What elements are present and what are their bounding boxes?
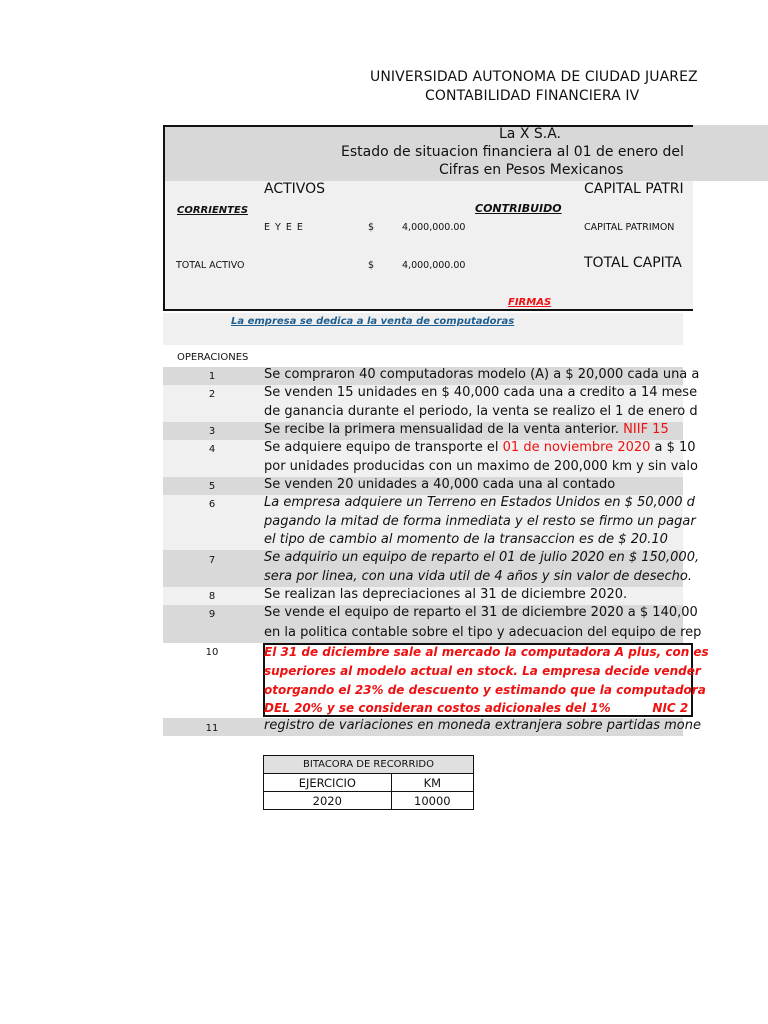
op-text-10c: otorgando el 23% de descuento y estimando que la computadora: [264, 683, 706, 697]
op-num: 7: [208, 555, 216, 566]
niif-15-ref: NIIF 15: [623, 422, 669, 437]
firmas-label: FIRMAS: [508, 297, 552, 308]
total-currency: $: [368, 260, 375, 271]
op-text-11: registro de variaciones en moneda extranjera sobre partidas mone: [264, 718, 701, 733]
currency-subtitle: Cifras en Pesos Mexicanos: [439, 162, 624, 178]
op-num: 1: [208, 371, 216, 382]
bitacora-col-km: KM: [391, 774, 473, 792]
op-text-7a: Se adquirio un equipo de reparto el 01 de julio 2020 en $ 150,000,: [264, 550, 700, 565]
op-text-10b: superiores al modelo actual en stock. La empresa decide vender: [264, 664, 701, 678]
op-num: 2: [208, 389, 216, 400]
op-text-2b: de ganancia durante el periodo, la venta se realizo el 1 de enero d: [264, 404, 698, 419]
eyee-amount: 4,000,000.00: [402, 222, 466, 233]
op-num: 11: [205, 723, 219, 734]
eyee-label: E Y E E: [264, 222, 304, 233]
activos-heading: ACTIVOS: [264, 181, 326, 197]
op-text-10d: DEL 20% y se consideran costos adicionales del 1% NIC 2: [264, 701, 689, 715]
op-num: 4: [208, 444, 216, 455]
bitacora-title: BITACORA DE RECORRIDO: [264, 756, 474, 774]
total-activo-label: TOTAL ACTIVO: [176, 260, 245, 271]
company-note: La empresa se dedica a la venta de computadoras: [231, 316, 515, 327]
course-title: CONTABILIDAD FINANCIERA IV: [425, 88, 640, 104]
operaciones-label: OPERACIONES: [177, 352, 249, 363]
date-highlight: 01 de noviembre 2020: [502, 440, 651, 455]
op-text-4b: por unidades producidas con un maximo de 200,000 km y sin valo: [264, 459, 698, 474]
bitacora-col-ejercicio: EJERCICIO: [264, 774, 392, 792]
op-num: 9: [208, 609, 216, 620]
capital-heading: CAPITAL PATRI: [584, 181, 684, 197]
op-text-2a: Se venden 15 unidades en $ 40,000 cada una a credito a 14 mese: [264, 385, 698, 400]
op-text-6c: el tipo de cambio al momento de la transaccion es de $ 20.10: [264, 532, 668, 547]
op-text-6a: La empresa adquiere un Terreno en Estados Unidos en $ 50,000 d: [264, 495, 695, 510]
contribuido-label: CONTRIBUIDO: [475, 202, 562, 215]
grey-band-right: [683, 125, 768, 181]
bitacora-table: [263, 755, 474, 810]
op-text-3: Se recibe la primera mensualidad de la venta anterior. NIIF 15: [264, 422, 669, 437]
op-num: 6: [208, 499, 216, 510]
company-name: La X S.A.: [499, 126, 561, 142]
corrientes-label: CORRIENTES: [177, 205, 249, 216]
eyee-currency: $: [368, 222, 375, 233]
university-title: UNIVERSIDAD AUTONOMA DE CIUDAD JUAREZ: [370, 69, 698, 85]
op-num: 3: [208, 426, 216, 437]
statement-title: Estado de situacion financiera al 01 de enero del: [341, 144, 684, 160]
total-capital-label: TOTAL CAPITA: [584, 255, 682, 271]
op-text-4a: Se adquiere equipo de transporte el 01 de noviembre 2020 a $ 10: [264, 440, 696, 455]
total-amount: 4,000,000.00: [402, 260, 466, 271]
op-num: 10: [205, 647, 219, 658]
op-num: 8: [208, 591, 216, 602]
bitacora-year: 2020: [264, 792, 392, 810]
op-text-5: Se venden 20 unidades a 40,000 cada una al contado: [264, 477, 616, 492]
op-num: 5: [208, 481, 216, 492]
op-text-6b: pagando la mitad de forma inmediata y el resto se firmo un pagar: [264, 514, 696, 529]
capital-patrimonial-label: CAPITAL PATRIMON: [584, 222, 675, 233]
op-text-7b: sera por linea, con una vida util de 4 años y sin valor de desecho.: [264, 569, 692, 584]
op-text-10a: El 31 de diciembre sale al mercado la computadora A plus, con es: [264, 645, 709, 659]
bitacora-km: 10000: [391, 792, 473, 810]
op-text-1: Se compraron 40 computadoras modelo (A) a $ 20,000 cada una a: [264, 367, 700, 382]
op-text-9a: Se vende el equipo de reparto el 31 de diciembre 2020 a $ 140,00: [264, 605, 698, 620]
op-text-9b: en la politica contable sobre el tipo y adecuacion del equipo de rep: [264, 625, 702, 640]
op-text-8: Se realizan las depreciaciones al 31 de diciembre 2020.: [264, 587, 628, 602]
